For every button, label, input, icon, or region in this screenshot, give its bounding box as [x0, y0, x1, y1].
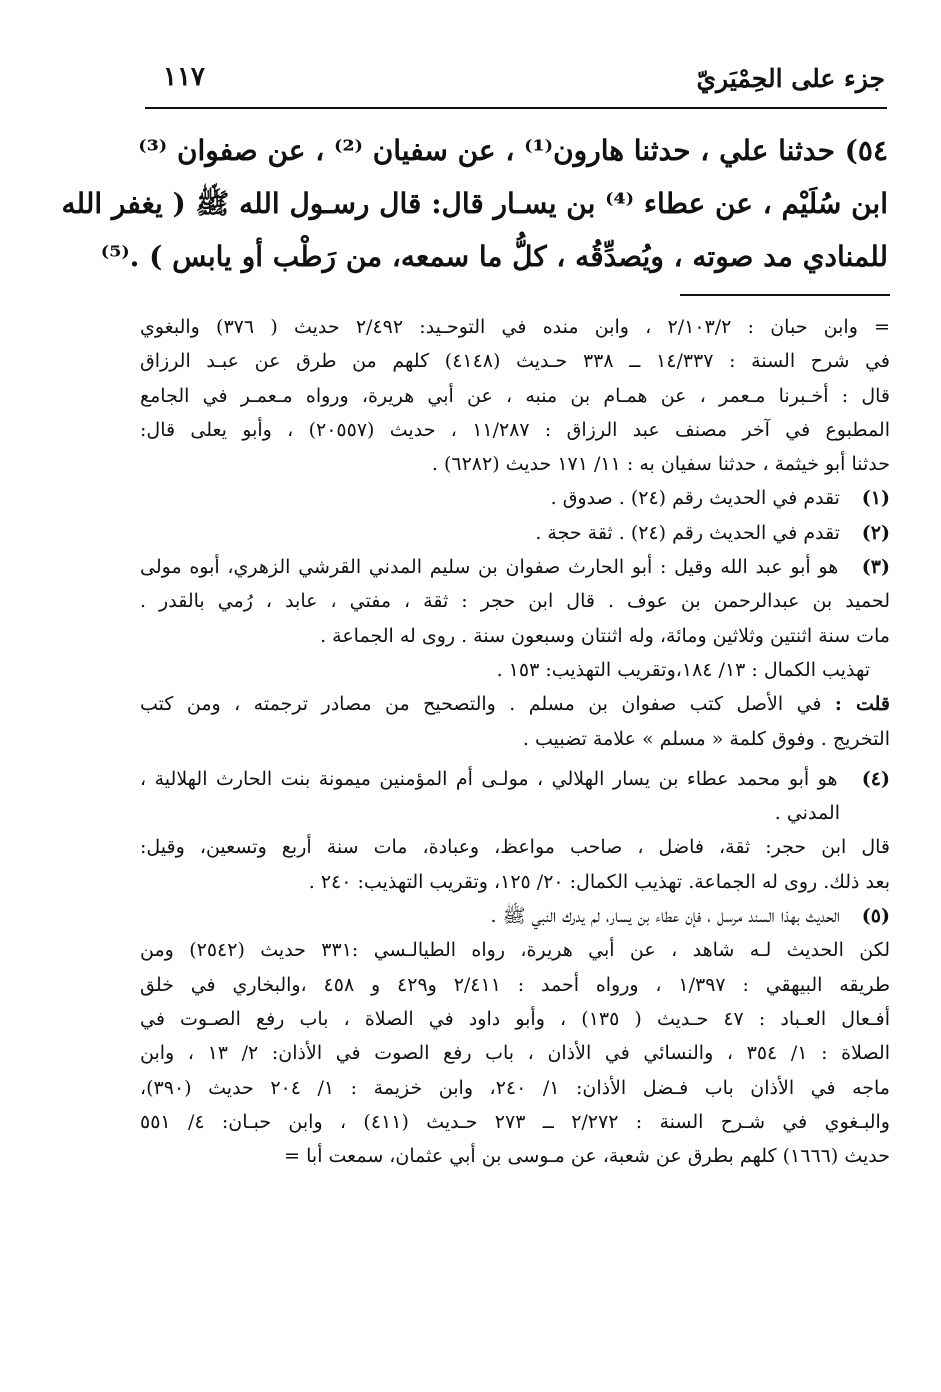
footnote-text: تقدم في الحديث رقم (٢٤) . صدوق .: [550, 487, 840, 510]
footnote-marker: (٥): [861, 905, 890, 928]
footnote-4: [140, 762, 890, 796]
footnote-line: تهذيب الكمال : ١٣/ ١٨٤،وتقريب التهذيب: ١٥٣ .: [496, 658, 870, 681]
footnote-line: أفـعال العـباد : ٤٧ حـديث ( ١٣٥) ، وأبو داود في الصلاة ، باب رفع الصـوت في: [140, 1007, 890, 1030]
hadith-line: ابن سُلَيْم ، عن عطاء ⁽⁴⁾ بن يسـار قال: قال رسـول الله ﷺ ( يغفر الله: [61, 187, 888, 220]
footnote-line: لحميد بن عبدالرحمن بن عوف . قال ابن حجر : ثقة ، مفتي ، عابد ، رُمي بالقدر .: [140, 590, 890, 613]
footnote-line: الصلاة : ١/ ٣٥٤ ، والنسائي في الأذان ، باب رفع الصوت في الأذان: ٢/ ١٣ ، وابن: [140, 1042, 890, 1065]
footnote-line: طريقه البيهقي : ١/٣٩٧ ، ورواه أحمد : ٢/٤١١ و٤٢٩ و ٤٥٨ ،والبخاري في خلق: [140, 973, 890, 996]
footnote-2: [140, 516, 890, 550]
continuation-line: قال : أخـبرنا مـعمر ، عن همـام بن منبه ، عن أبي هريرة، ورواه مـعمـر في الجامع: [140, 384, 890, 407]
footnote-line: المدني .: [774, 802, 840, 825]
footnote-line: التخريج . وفوق كلمة « مسلم » علامة تضبيب .: [522, 727, 890, 750]
continuation-line: = وابن حبان : ٢/١٠٣/٢ ، وابن منده في التوحـيد: ٢/٤٩٢ حديث ( ٣٧٦) والبغوي: [140, 316, 891, 338]
footnote-text: هو أبو محمد عطاء بن يسار الهلالي ، مولـى أم المؤمنين ميمونة بنت الحارث الهلالية ،: [140, 767, 838, 790]
footnote-line: قال ابن حجر: ثقة، فاضل ، صاحب مواعظ، وعبادة، مات سنة أربع وتسعين، وقيل:: [140, 836, 890, 859]
footnote-marker: (١): [861, 487, 890, 510]
footnote-separator: [680, 294, 890, 296]
footnote-5: [140, 899, 890, 933]
page-header: [145, 58, 885, 104]
running-title: جزء على الحِمْيَريّ: [696, 64, 885, 93]
footnote-marker: (٤): [861, 767, 891, 790]
footnote-line: والبـغوي في شـرح السنة : ٢/٢٧٢ ــ ٢٧٣ حـديث (٤١١) ، وابن حبـان: ٤/ ٥٥١: [140, 1110, 890, 1133]
footnote-text: تقدم في الحديث رقم (٢٤) . ثقة حجة .: [535, 521, 840, 544]
continuation-line: في شرح السنة : ١٤/٣٣٧ ــ ٣٣٨ حـديث (٤١٤٨) كلهم من طرق عن عبـد الرزاق: [140, 350, 890, 373]
footnote-line: حديث (١٦٦٦) كلهم بطرق عن شعبة، عن مـوسى بن أبي عثمان، سمعت أبا =: [284, 1145, 890, 1168]
hadith-line: ٥٤) حدثنا علي ، حدثنا هارون⁽¹⁾ ، عن سفيان ⁽²⁾ ، عن صفوان ⁽³⁾: [138, 134, 888, 167]
footnote-marker: (٢): [861, 521, 890, 544]
qultu-label: قلت :: [834, 693, 890, 716]
footnote-marker: (٣): [861, 556, 890, 579]
hadith-line: للمنادي مد صوته ، ويُصدِّقُه ، كلُّ ما سمعه، من رَطْب أو يابس ) .⁽⁵⁾: [100, 240, 888, 273]
footnote-3: [140, 550, 890, 584]
footnote-line: بعد ذلك. روى له الجماعة. تهذيب الكمال: ٢٠/ ١٢٥، وتقريب التهذيب: ٢٤٠ .: [308, 870, 890, 893]
hadith-text: [61, 124, 888, 283]
header-rule: [145, 107, 887, 109]
footnote-line: ماجه في الأذان باب فـضل الأذان: ١/ ٢٤٠، وابن خزيمة : ١/ ٢٠٤ حديث (٣٩٠)،: [140, 1076, 890, 1099]
footnote-text: الحديث بهذا السند مرسل ، فإن عطاء بن يسار، لم يدرك النبي ﷺ .: [490, 905, 840, 928]
continuation-line: حدثنا أبو خيثمة ، حدثنا سفيان به : ١١/ ١٧١ حديث (٦٢٨٢) .: [431, 453, 890, 476]
footnote-line: لكن الحديث لـه شاهد ، عن أبي هريرة، رواه الطيالـسي :٣٣١ حديث (٢٥٤٢) ومن: [140, 939, 890, 962]
continuation-line: المطبوع في آخر مصنف عبد الرزاق : ١١/٢٨٧ ، حديث (٢٠٥٥٧) ، وأبو يعلى قال:: [140, 418, 890, 441]
page-number: ١١٧: [163, 62, 205, 92]
qultu-text: في الأصل كتب صفوان بن مسلم . والتصحيح من مصادر ترجمته ، ومن كتب: [140, 693, 822, 716]
footnote-text: هو أبو عبد الله وقيل : أبو الحارث صفوان بن سليم المدني القرشي الزهري، أبوه مولى: [140, 556, 839, 579]
qultu-line: [140, 687, 890, 721]
footnote-1: [140, 481, 890, 515]
footnote-line: مات سنة اثنتين وثلاثين ومائة، وله اثنتان وسبعون سنة . روى له الجماعة .: [320, 624, 890, 647]
footnotes: [140, 310, 890, 1173]
